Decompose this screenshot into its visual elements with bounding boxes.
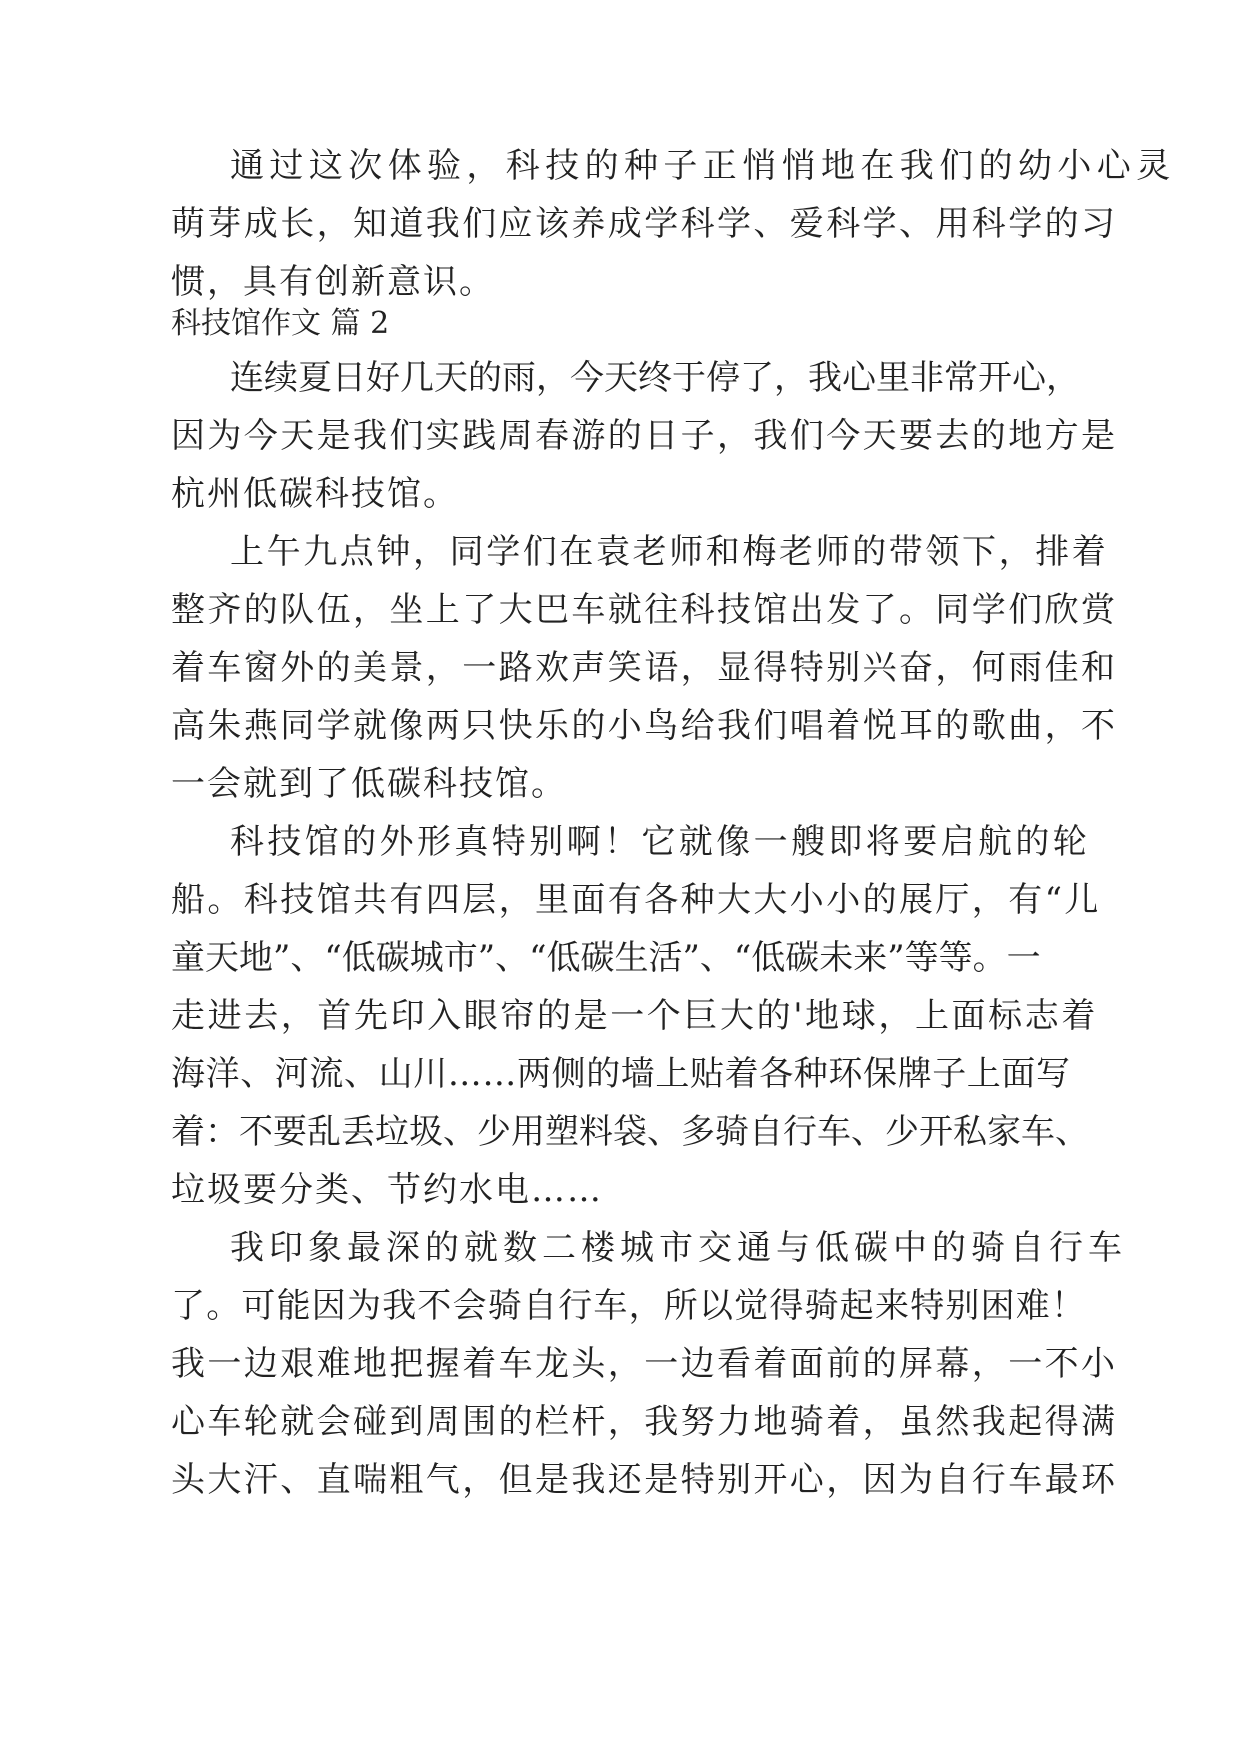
text-line: 海洋、河流、山川……两侧的墙上贴着各种环保牌子上面写 bbox=[171, 1054, 1071, 1094]
text-line: 上午九点钟，同学们在袁老师和梅老师的带领下，排着 bbox=[230, 532, 1109, 572]
text-line: 因为今天是我们实践周春游的日子，我们今天要去的地方是 bbox=[171, 416, 1118, 456]
text-line: 惯，具有创新意识。 bbox=[171, 262, 495, 302]
section-heading: 科技馆作文 篇 2 bbox=[171, 306, 390, 341]
text-line: 走进去，首先印入眼帘的是一个巨大的'地球，上面标志着 bbox=[171, 996, 1098, 1036]
text-line: 萌芽成长，知道我们应该养成学科学、爱科学、用科学的习 bbox=[171, 204, 1118, 244]
text-line: 连续夏日好几天的雨，今天终于停了，我心里非常开心， bbox=[230, 358, 1080, 398]
text-line: 我印象最深的就数二楼城市交通与低碳中的骑自行车 bbox=[230, 1228, 1127, 1268]
text-line: 垃圾要分类、节约水电…… bbox=[171, 1170, 603, 1210]
text-line: 整齐的队伍，坐上了大巴车就往科技馆出发了。同学们欣赏 bbox=[171, 590, 1118, 630]
text-line: 了。可能因为我不会骑自行车，所以觉得骑起来特别困难！ bbox=[171, 1286, 1087, 1326]
text-line: 童天地”、“低碳城市”、“低碳生活”、“低碳未来”等等。一 bbox=[171, 938, 1041, 978]
text-line: 我一边艰难地把握着车龙头，一边看着面前的屏幕，一不小 bbox=[171, 1344, 1118, 1384]
text-line: 科技馆的外形真特别啊！它就像一艘即将要启航的轮 bbox=[230, 822, 1091, 862]
text-line: 高朱燕同学就像两只快乐的小鸟给我们唱着悦耳的歌曲，不 bbox=[171, 706, 1118, 746]
text-line: 一会就到了低碳科技馆。 bbox=[171, 764, 567, 804]
text-line: 杭州低碳科技馆。 bbox=[171, 474, 459, 514]
text-line: 着：不要乱丢垃圾、少用塑料袋、多骑自行车、少开私家车、 bbox=[171, 1112, 1089, 1152]
text-line: 心车轮就会碰到周围的栏杆，我努力地骑着，虽然我起得满 bbox=[171, 1402, 1118, 1442]
text-line: 船。科技馆共有四层，里面有各种大大小小的展厅，有“儿 bbox=[171, 880, 1101, 920]
text-line: 头大汗、直喘粗气，但是我还是特别开心，因为自行车最环 bbox=[171, 1460, 1118, 1500]
text-line: 通过这次体验，科技的种子正悄悄地在我们的幼小心灵 bbox=[230, 146, 1176, 186]
text-line: 着车窗外的美景，一路欢声笑语，显得特别兴奋，何雨佳和 bbox=[171, 648, 1118, 688]
